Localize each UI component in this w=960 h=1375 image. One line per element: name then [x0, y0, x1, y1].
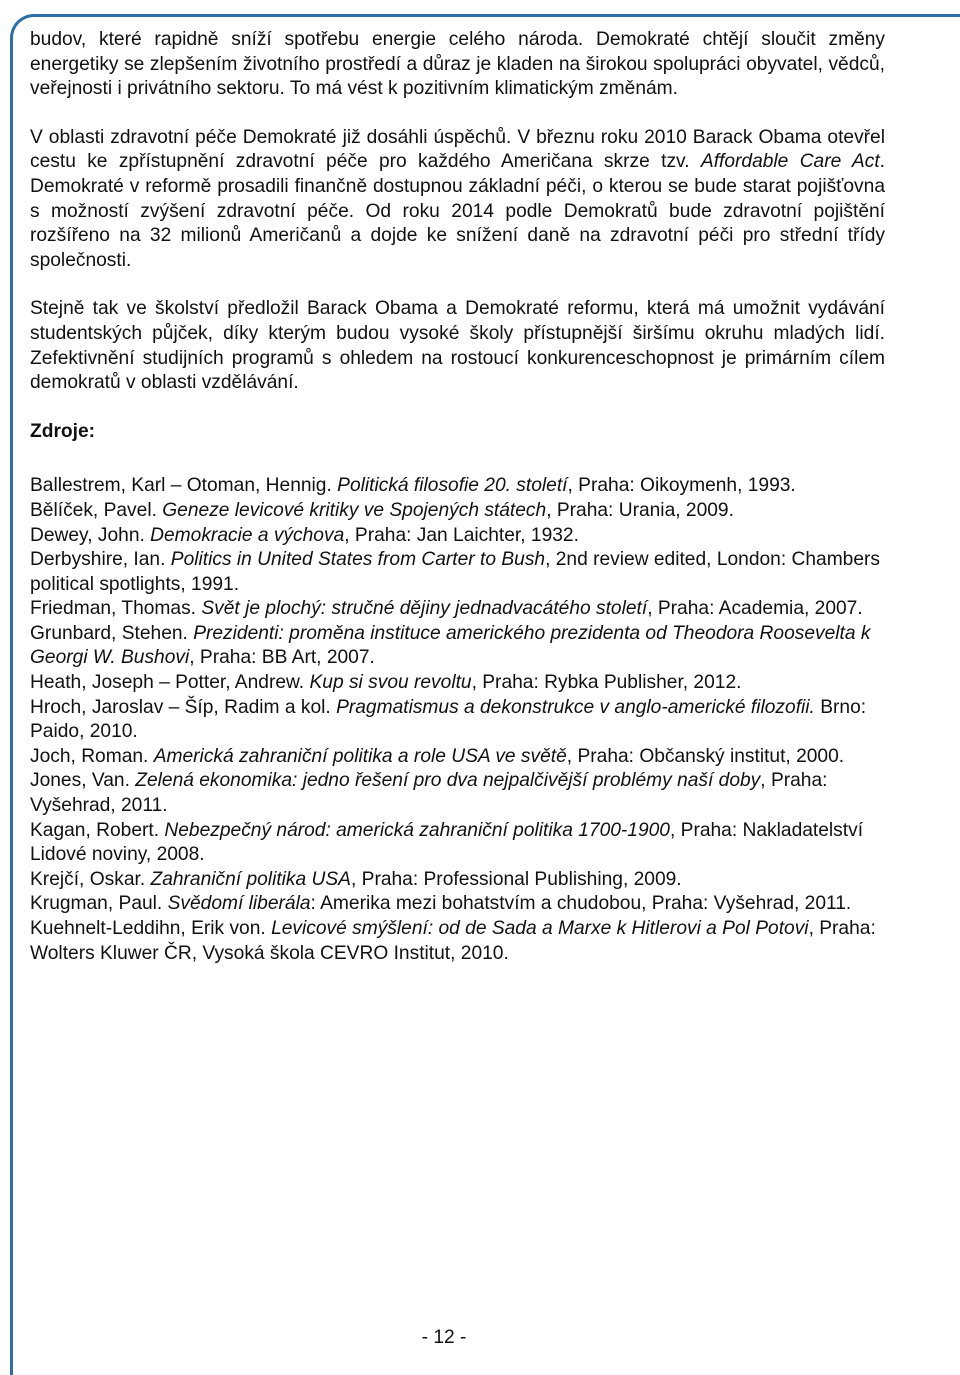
reference-item [30, 917, 885, 966]
paragraph-education: Stejně tak ve školství předložil Barack Obama a Demokraté reformu, která má umožnit vydávání studentských půjček, díky kterým budou vysoké školy přístupnější širšímu okruhu mladých lidí. Zefektivnění studijních programů s ohledem na rostoucí konkurenceschopnost je primárním cílem demokratů v oblasti vzdělávání. [30, 298, 885, 394]
affordable-care-act: Affordable Care Act [700, 151, 880, 173]
reference-item [30, 597, 885, 622]
document-body [30, 28, 885, 966]
reference-item [30, 819, 885, 868]
reference-publication: , Praha: Wolters Kluwer ČR, Vysoká škola CEVRO Institut, 2010. [30, 918, 876, 964]
reference-item [30, 524, 885, 549]
reference-author: Ballestrem, Karl – Otoman, Hennig. [30, 475, 338, 497]
reference-author: Kuehnelt-Leddihn, Erik von. [30, 918, 272, 939]
reference-title: Americká zahraniční politika a role USA ve světě [153, 745, 567, 767]
reference-publication: , Praha: Urania, 2009. [546, 499, 734, 521]
reference-publication: , Praha: Oikoymenh, 1993. [567, 475, 796, 497]
reference-publication: , 2nd review edited, London: Chambers political spotlights, 1991. [30, 549, 881, 595]
reference-title: Levicové smýšlení: od de Sada a Marxe k Hitlerovi a Pol Potovi [271, 918, 809, 939]
reference-publication: , Praha: BB Art, 2007. [189, 647, 375, 669]
reference-author: Joch, Roman. [30, 745, 154, 767]
reference-title: Demokracie a výchova [150, 524, 345, 546]
reference-publication: , Praha: Jan Laichter, 1932. [344, 524, 579, 546]
reference-title: Zelená ekonomika: jedno řešení pro dva nejpalčivější problémy naší doby [135, 770, 761, 792]
reference-publication: , Praha: Rybka Publisher, 2012. [471, 672, 742, 694]
reference-item [30, 696, 885, 745]
reference-publication: , Praha: Academia, 2007. [647, 598, 863, 620]
reference-title: Kup si svou revoltu [309, 672, 472, 694]
reference-title: Geneze levicové kritiky ve Spojených státech [162, 499, 547, 521]
reference-item [30, 769, 885, 818]
reference-title: Pragmatismus a dekonstrukce v anglo-americké filozofii. [336, 696, 815, 718]
reference-title: Nebezpečný národ: americká zahraniční politika 1700-1900 [164, 819, 670, 841]
reference-author: Jones, Van. [30, 770, 136, 792]
paragraph-healthcare [30, 126, 885, 274]
reference-title: Svět je plochý: stručné dějiny jednadvacátého století [201, 598, 648, 620]
reference-author: Derbyshire, Ian. [30, 549, 171, 571]
reference-item [30, 892, 885, 917]
reference-title: Politics in United States from Carter to Bush [170, 549, 546, 571]
reference-publication: , Praha: Vyšehrad, 2011. [30, 770, 828, 817]
reference-title: Zahraniční politika USA [150, 868, 351, 890]
reference-publication: Brno: Paido, 2010. [30, 696, 867, 743]
reference-item [30, 671, 885, 696]
reference-publication: , Praha: Professional Publishing, 2009. [350, 868, 682, 890]
reference-author: Grunbard, Stehen. [30, 622, 194, 644]
paragraph-energy: budov, které rapidně sníží spotřebu energie celého národa. Demokraté chtějí sloučit změny energetiky se zlepšením životního prostředí a důraz je kladen na širokou spolupráci obyvatel, vědců, veřejnosti i privátního sektoru. To má vést k pozitivním klimatickým změnám. [30, 29, 885, 100]
reference-item [30, 499, 885, 524]
reference-title: Politická filosofie 20. století [337, 475, 568, 497]
reference-publication: , Praha: Nakladatelství Lidové noviny, 2008. [30, 819, 864, 866]
reference-author: Dewey, John. [30, 524, 151, 546]
reference-author: Heath, Joseph – Potter, Andrew. [30, 672, 310, 694]
reference-item [30, 622, 885, 671]
reference-publication: : Amerika mezi bohatstvím a chudobou, Praha: Vyšehrad, 2011. [310, 893, 852, 915]
healthcare-text-end: . Demokraté v reformě prosadili finančně dostupnou základní péči, o kterou se bude starat pojišťovna s možností zvýšení zdravotní péče. Od roku 2014 podle Demokratů bude zdravotní pojištění rozšířeno na 32 milionů Američanů a dojde ke snížení daně na zdravotní péči pro střední třídy společnosti. [30, 151, 885, 271]
reference-list [30, 474, 885, 966]
reference-item [30, 745, 885, 770]
page-number: - 12 - [421, 1327, 467, 1348]
healthcare-text-start: V oblasti zdravotní péče Demokraté již dosáhli úspěchů. V březnu roku 2010 Barack Obama otevřel cestu ke zpřístupnění zdravotní péče pro každého Američana skrze tzv. [30, 126, 885, 173]
reference-publication: , Praha: Občanský institut, 2000. [566, 745, 845, 767]
reference-author: Kagan, Robert. [30, 819, 165, 841]
reference-item [30, 548, 885, 597]
reference-item [30, 868, 885, 893]
sources-heading: Zdroje: [30, 420, 96, 442]
reference-author: Krejčí, Oskar. [30, 868, 151, 890]
reference-title: Prezidenti: proměna instituce amerického prezidenta od Theodora Roosevelta k Georgi W. Bushovi [30, 622, 871, 669]
reference-title: Svědomí liberála [167, 893, 311, 915]
reference-author: Hroch, Jaroslav – Šíp, Radim a kol. [30, 696, 337, 718]
reference-author: Bělíček, Pavel. [30, 499, 163, 521]
reference-item [30, 474, 885, 499]
reference-author: Krugman, Paul. [30, 893, 168, 915]
reference-author: Friedman, Thomas. [30, 598, 202, 620]
